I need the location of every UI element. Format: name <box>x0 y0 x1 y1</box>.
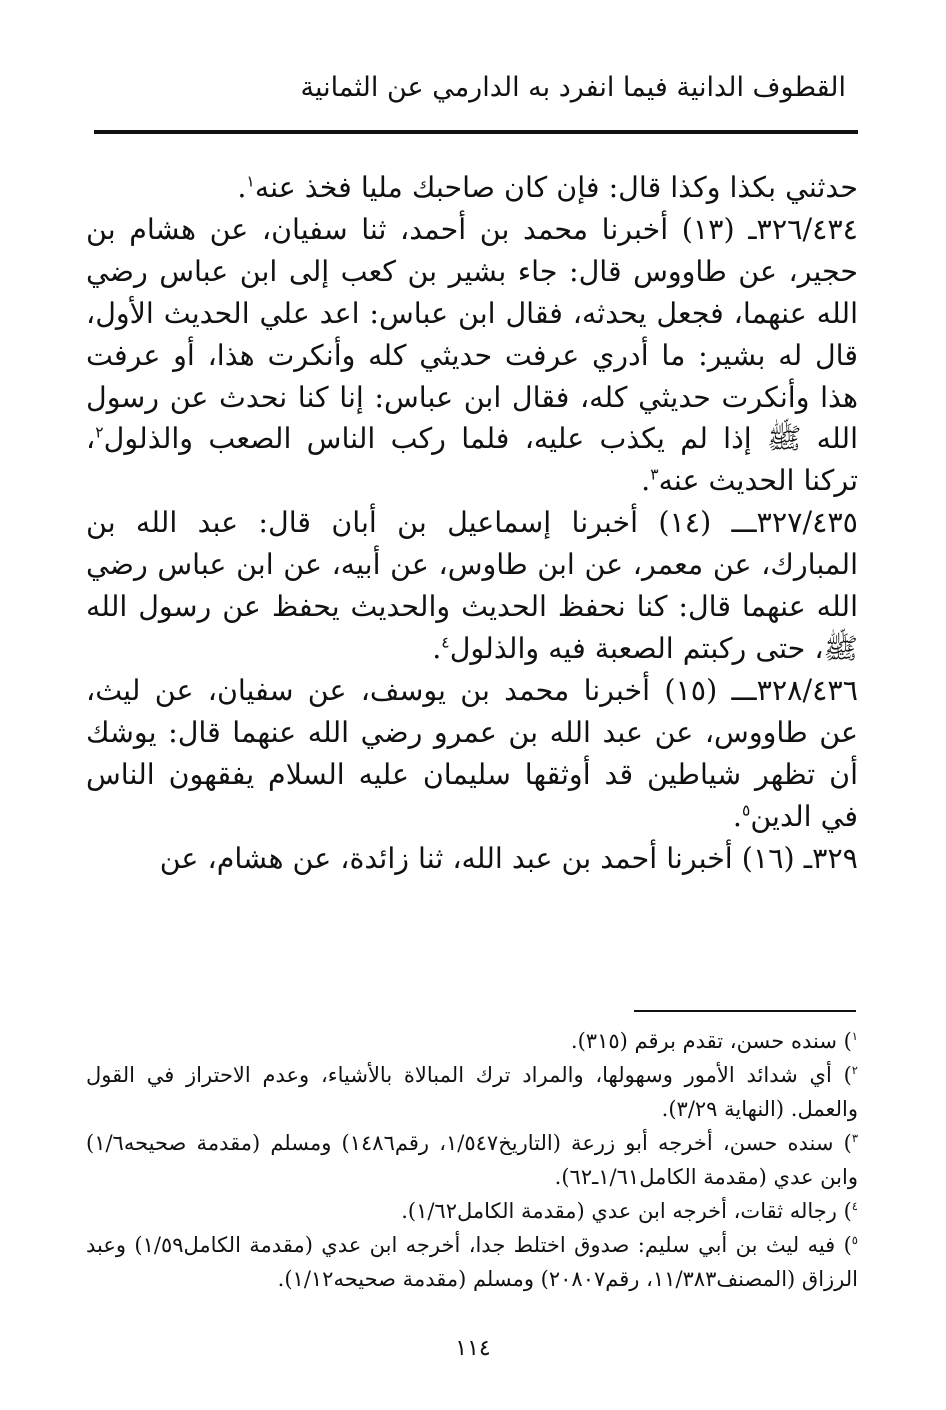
footnotes <box>86 1024 858 1296</box>
footnote-number: ٤ <box>851 1199 858 1213</box>
footnote-number: ٣ <box>851 1131 859 1145</box>
footnote-number: ٢ <box>851 1063 858 1077</box>
footnote: $^١$) سنده حسن، تقدم برقم (٣١٥). <box>570 1029 858 1053</box>
footnote-number: ١ <box>851 1029 858 1043</box>
header-rule <box>94 130 858 134</box>
footnote-ref: ٤ <box>441 632 450 652</box>
footnote-ref: ١ <box>246 171 255 191</box>
paragraph: ٣٢٨/٤٣٦ـــ (١٥) أخبرنا محمد بن يوسف، عن سفيان، عن ليث، عن طاووس، عن عبد الله بن عمرو رضي الله عنهما قال: يوشك أن تظهر شياطين قد أوثقها سليمان عليه السلام يفقهون الناس في الدين$^٥$. <box>86 673 859 833</box>
footnote-ref: ٥ <box>741 800 751 820</box>
footnote: $^٣$) سنده حسن، أخرجه أبو زرعة (التاريخ١/٥٤٧، رقم١٤٨٦) ومسلم (مقدمة صحيحه١/٦) وابن عدي (مقدمة الكامل١/٦١ـ٦٢). <box>86 1131 859 1189</box>
paragraph: ٣٢٦/٤٣٤ـ (١٣) أخبرنا محمد بن أحمد، ثنا سفيان، عن هشام بن حجير، عن طاووس قال: جاء بشير بن كعب إلى ابن عباس رضي الله عنهما، فجعل يحدثه، فقال ابن عباس: اعد علي الحديث الأول، قال له بشير: ما أدري عرفت حديثي كله وأنكرت هذا، أو عرفت هذا وأنكرت حديثي كله، فقال ابن عباس: إنا كنا نحدث عن رسول الله ﷺ إذا لم يكذب عليه، فلما ركب الناس الصعب والذلول$^٢$، تركنا الحديث عنه$^٣$. <box>86 212 858 498</box>
paragraph: حدثني بكذا وكذا قال: فإن كان صاحبك مليا فخذ عنه$^١$. <box>237 171 858 204</box>
footnote-ref: ٣ <box>650 464 659 484</box>
footnote: $^٥$) فيه ليث بن أبي سليم: صدوق اختلط جدا، أخرجه ابن عدي (مقدمة الكامل١/٥٩) وعبد الرزاق (المصنف١١/٣٨٣، رقم٢٠٨٠٧) ومسلم (مقدمة صحيحه١/١٢). <box>86 1233 858 1291</box>
footnote-ref: ٢ <box>95 422 104 442</box>
paragraph: ٣٢٩ـ (١٦) أخبرنا أحمد بن عبد الله، ثنا زائدة، عن هشام، عن <box>159 841 858 875</box>
footnote: $^٤$) رجاله ثقات، أخرجه ابن عدي (مقدمة الكامل١/٦٢). <box>401 1199 858 1223</box>
page-number: ١١٤ <box>455 1336 491 1361</box>
footnote: $^٢$) أي شدائد الأمور وسهولها، والمراد ترك المبالاة بالأشياء، وعدم الاحتراز في القول والعمل. (النهاية ٣/٢٩). <box>86 1063 858 1121</box>
main-text <box>86 167 858 879</box>
running-head: القطوف الدانية فيما انفرد به الدارمي عن الثمانية <box>300 72 846 103</box>
footnote-number: ٥ <box>851 1233 858 1247</box>
paragraph: ٣٢٧/٤٣٥ـــ (١٤) أخبرنا إسماعيل بن أبان قال: عبد الله بن المبارك، عن معمر، عن ابن طاوس، عن أبيه، عن ابن عباس رضي الله عنهما قال: كنا نحفظ الحديث والحديث يحفظ عن رسول الله ﷺ، حتى ركبتم الصعبة فيه والذلول$^٤$. <box>86 506 858 665</box>
footnote-rule <box>634 1010 856 1012</box>
